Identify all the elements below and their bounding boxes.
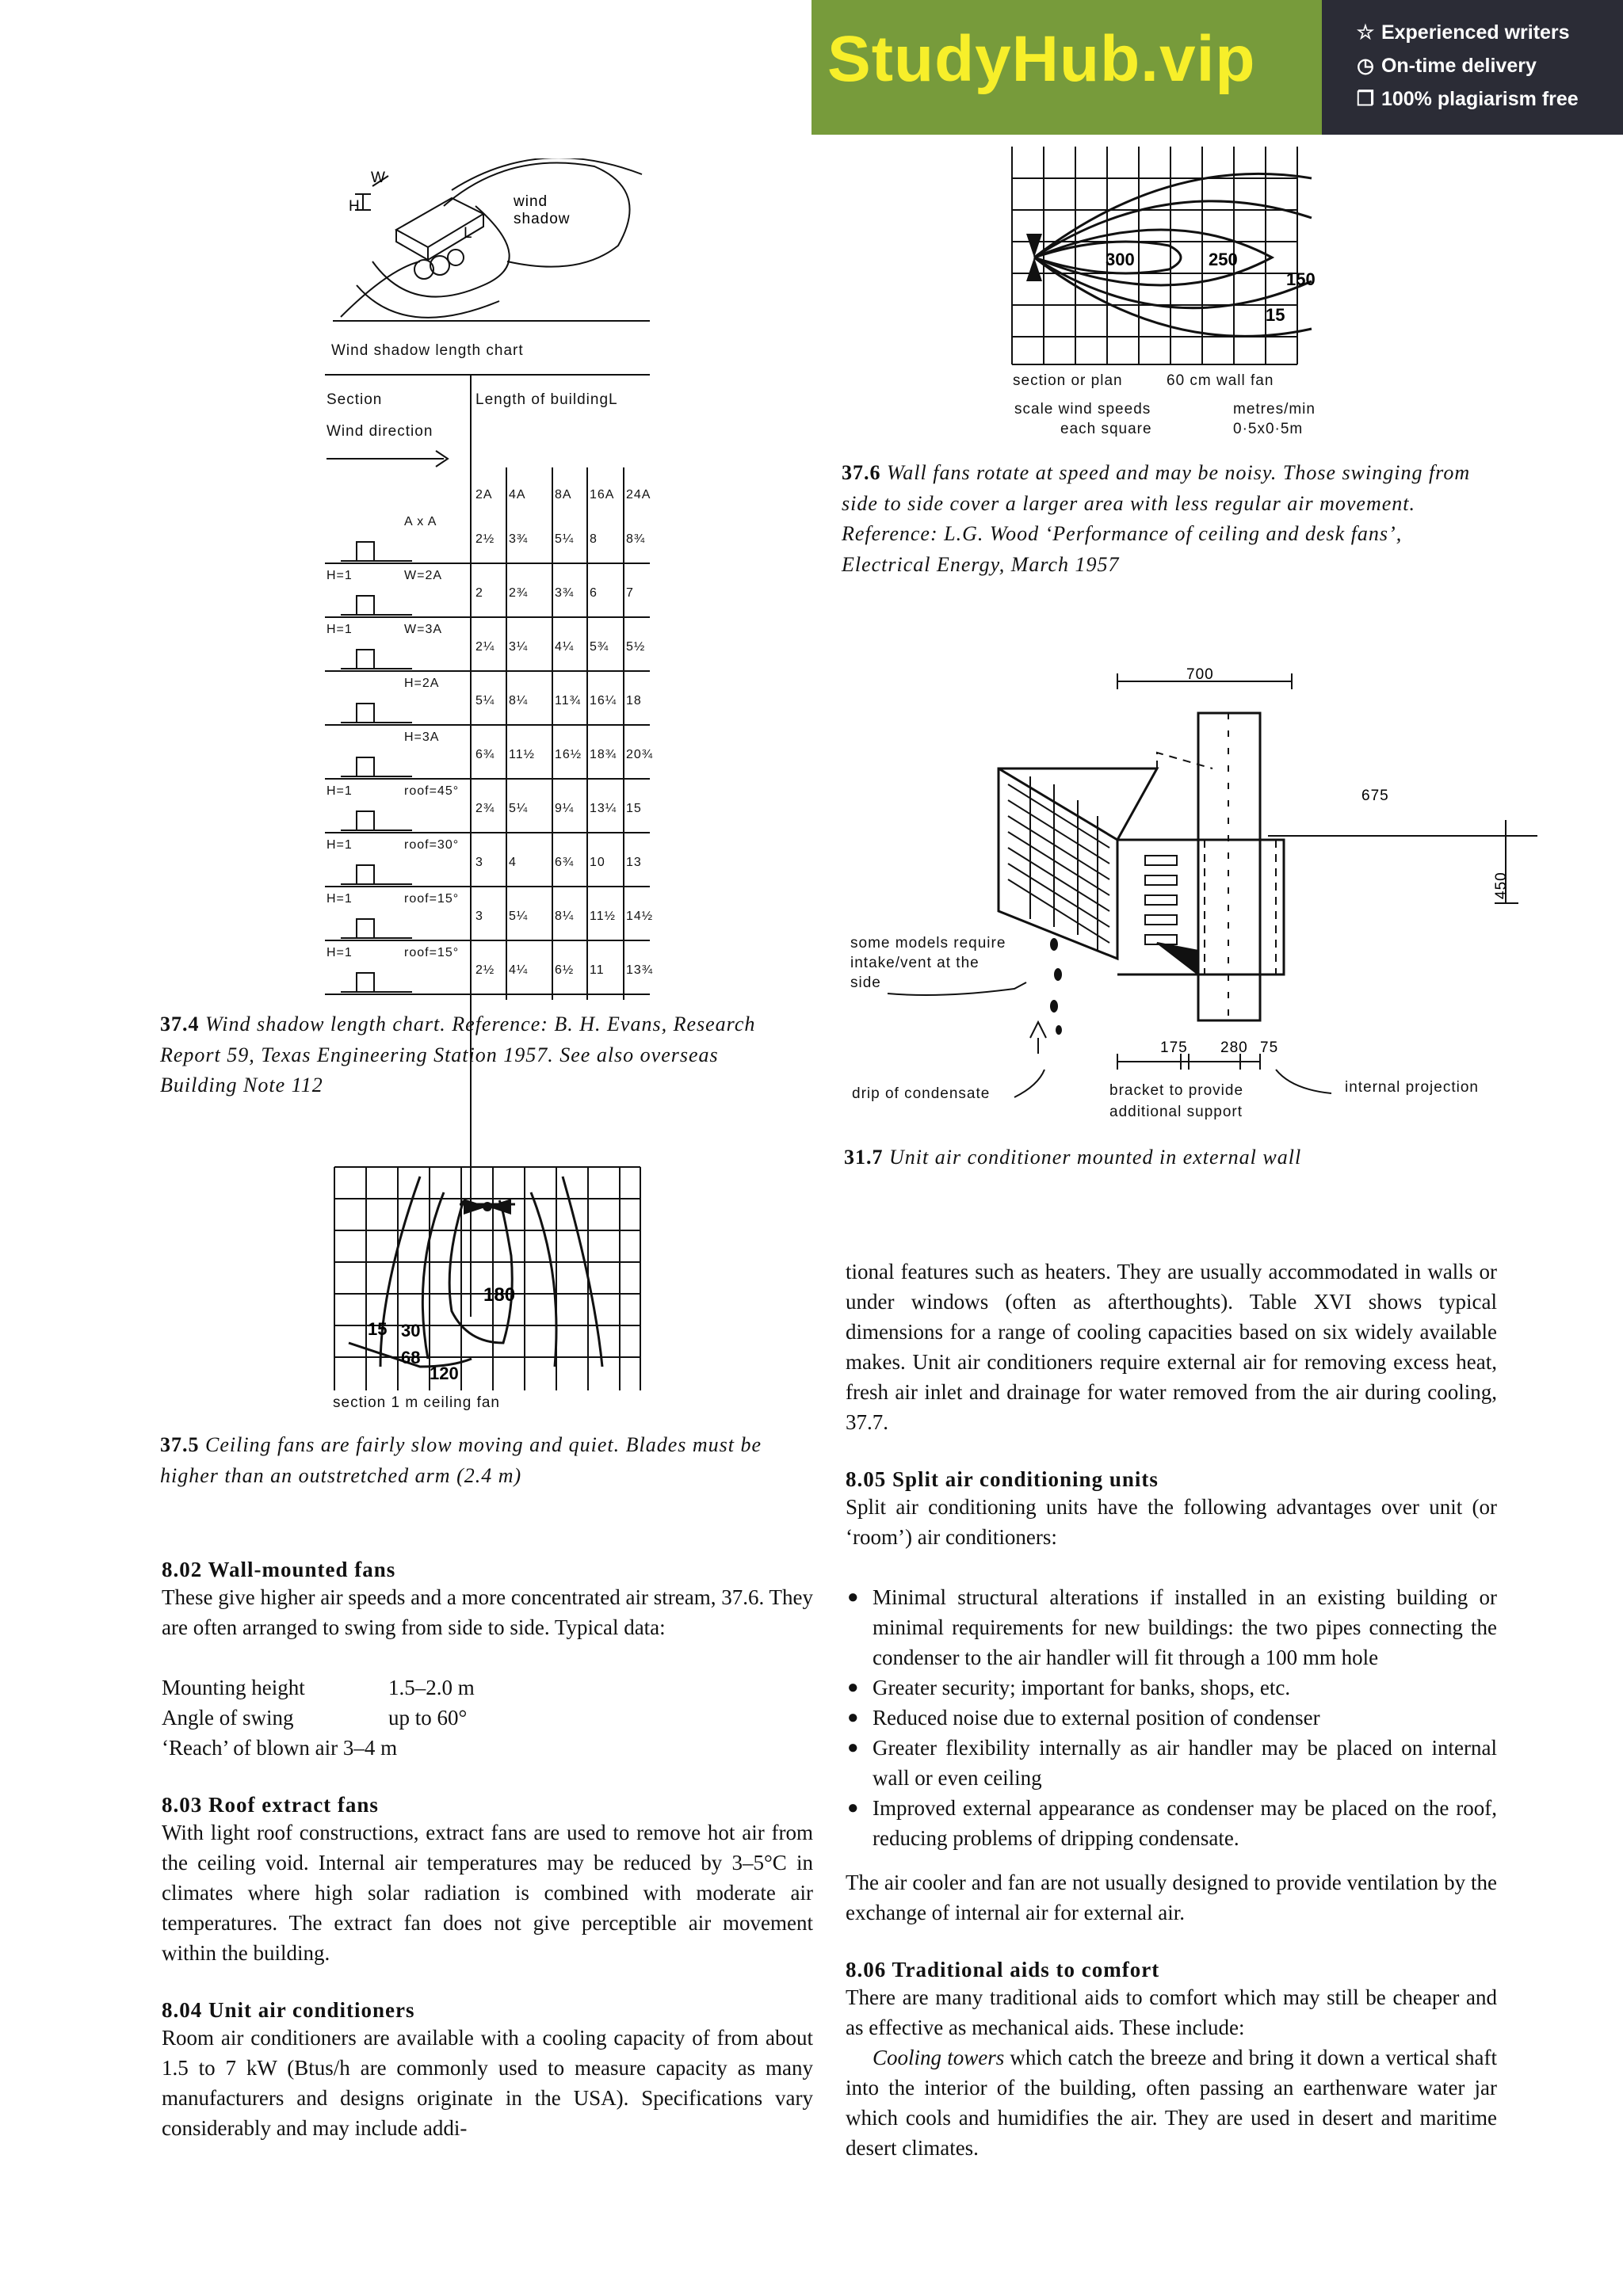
building-profile-icon [341,962,412,994]
column-divider [586,467,588,1000]
table-cell: 5¼ [509,910,529,923]
list-item: ● Greater security; important for banks, shops, etc. [846,1672,1497,1703]
list-item: ● Greater flexibility internally as air handler may be placed on internal wall or even ceiling [846,1733,1497,1793]
table-cell: 3 [475,910,483,923]
row-divider [325,616,650,618]
sketch-wind: wind [514,193,548,210]
dim-75: 75 [1260,1039,1279,1056]
table-cell: 16½ [555,748,582,761]
dim-450: 450 [1493,871,1510,899]
building-profile-icon [341,585,412,616]
column-divider [623,467,624,1000]
promo-banner[interactable] [812,0,1623,135]
row-divider [325,778,650,780]
data-row: Angle of swing up to 60° [162,1706,468,1730]
contour-15: 15 [368,1319,388,1339]
star-icon: ☆ [1356,21,1375,44]
row-shape-label: W=2A [404,569,443,582]
column-divider [552,467,553,1000]
table-cell: 3¼ [509,640,529,654]
table-cell: 3 [475,856,483,869]
contour-68: 68 [401,1348,421,1367]
table-cell: 2½ [475,963,495,977]
wall-fan-scale: scale wind speeds [1014,401,1151,418]
building-profile-icon [341,639,412,670]
table-cell: 6¾ [555,856,575,869]
table-cell: 2¾ [475,802,495,815]
air-conditioner-diagram [840,658,1585,1125]
column-header: 16A [590,488,615,502]
row-divider [325,940,650,941]
table-cell: 3¾ [555,586,575,600]
column-header: 24A [626,488,651,502]
table-cell: 11½ [509,748,535,761]
s804-heading: 8.04 Unit air conditioners [162,1998,415,2022]
contour-250: 250 [1209,250,1238,269]
row-height-label: H=1 [327,892,353,906]
typical-data [162,1672,813,1763]
wall-fan-diagram [1010,147,1327,368]
table-cell: 14½ [626,910,654,923]
table-cell: 5¼ [475,694,495,707]
banner-line-1: ☆ Experienced writers [1356,21,1570,44]
brand-logo[interactable]: StudyHub.vip [827,23,1256,95]
table-cell: 4¼ [509,963,529,977]
building-profile-icon [341,854,412,886]
wind-shadow-sketch [325,158,658,329]
column-header: 4A [509,488,526,502]
sketch-w: W [371,170,386,186]
row-shape-label: roof=15° [404,946,460,959]
wall-fan-size: 0·5x0·5m [1233,421,1304,437]
row-height-label: H=1 [327,838,353,852]
table-cell: 16¼ [590,694,617,707]
clock-icon: ◷ [1357,55,1374,77]
ceiling-fan-label: section 1 m ceiling fan [333,1394,500,1411]
table-cell: 15 [626,802,642,815]
row-shape-label: roof=15° [404,892,460,906]
table-cell: 18 [626,694,642,707]
advantages-list [846,1582,1497,1853]
right-column [846,1257,1497,2163]
s802-heading: 8.02 Wall-mounted fans [162,1558,396,1581]
column-divider [506,467,507,1000]
table-cell: 2¼ [475,640,495,654]
s803-text: With light roof constructions, extract fans are used to remove hot air from the ceiling void. Internal air temperatures may be reduced by 3–5°C in climates where high solar radiation is combined with moderate air temperatures. The extract fan does not give perceptible air movement within the building. [162,1821,813,1965]
left-column [162,1558,813,2143]
length-label: Length of buildingL [475,391,618,408]
table-cell: 11¾ [555,694,581,707]
data-row: ‘Reach’ of blown air 3–4 m [162,1736,398,1760]
contour-180: 180 [483,1284,516,1306]
table-cell: 5¾ [590,640,609,654]
building-profile-icon [341,692,412,724]
row-shape-label: A x A [404,515,437,528]
list-item: ● Improved external appearance as condenser may be placed on the roof, reducing problems of dripping condensate. [846,1793,1497,1853]
table-cell: 5¼ [509,802,529,815]
table-cell: 13 [626,856,642,869]
row-height-label: H=1 [327,946,353,959]
table-cell: 2½ [475,532,495,546]
table-cell: 2¾ [509,586,529,600]
row-divider [325,670,650,672]
table-cell: 13¼ [590,802,617,815]
row-divider [325,563,650,564]
building-profile-icon [341,746,412,778]
row-height-label: H=1 [327,784,353,798]
table-cell: 5¼ [555,532,575,546]
s806-text: There are many traditional aids to comfort which may still be cheaper and as effective as mechanical aids. These include: [846,1985,1497,2039]
table-cell: 5½ [626,640,646,654]
row-divider [325,724,650,726]
contour-300: 300 [1106,250,1135,269]
ceiling-fan-diagram [333,1161,642,1390]
copy-icon: ❐ [1356,88,1375,110]
row-shape-label: roof=30° [404,838,460,852]
fig317-caption: 31.7 Unit air conditioner mounted in external wall [844,1146,1302,1169]
table-cell: 10 [590,856,605,869]
list-item: ● Minimal structural alterations if installed in an existing building or minimal requirements for new buildings: the two pipes connecting the condenser to the air handler will fit through a 100 mm hole [846,1582,1497,1672]
sketch-shadow: shadow [514,211,571,227]
row-divider [325,832,650,833]
wall-fan-each: each square [1060,421,1152,437]
table-cell: 4 [509,856,517,869]
row-shape-label: H=3A [404,730,440,744]
row-height-label: H=1 [327,569,353,582]
fig376-caption: 37.6 Wall fans rotate at speed and may be noisy. Those swinging from side to side cover a larger area with less regular air movement. Reference: L.G. Wood ‘Performance of ceiling and desk fans’, Electrical Energy, March 1957 [842,461,1471,576]
contour-120: 120 [430,1363,459,1383]
wall-fan-type: 60 cm wall fan [1167,372,1274,389]
table-cell: 11½ [590,910,616,923]
row-height-label: H=1 [327,623,353,636]
dim-700: 700 [1186,666,1214,683]
banner-line-3: ❐ 100% plagiarism free [1356,88,1579,110]
contour-30: 30 [401,1321,421,1341]
data-row: Mounting height 1.5–2.0 m [162,1676,475,1699]
fig375-caption: 37.5 Ceiling fans are fairly slow moving and quiet. Blades must be higher than an outstretched arm (2.4 m) [160,1433,762,1487]
after-bullets-text: The air cooler and fan are not usually designed to provide ventilation by the exchange of internal air for external air. [846,1871,1497,1924]
s803-heading: 8.03 Roof extract fans [162,1793,379,1817]
building-profile-icon [341,531,412,563]
dim-675: 675 [1361,788,1389,804]
bracket-label: bracket to provide additional support [1109,1082,1244,1120]
building-profile-icon [341,800,412,832]
table-cell: 8¼ [555,910,575,923]
internal-projection-label: internal projection [1345,1079,1479,1096]
table-cell: 8¼ [509,694,529,707]
cooling-towers-text: Cooling towers which catch the breeze and bring it down a vertical shaft into the interior of the building, often passing an earthenware water jar which cools and humidifies the air. They are used in desert and maritime desert climates. [846,2046,1497,2160]
s806-heading: 8.06 Traditional aids to comfort [846,1958,1160,1981]
dim-280: 280 [1220,1039,1248,1056]
intake-note: some models require intake/vent at the side [850,935,1006,991]
s802-text: These give higher air speeds and a more concentrated air stream, 37.6. They are often arranged to swing from side to side. Typical data: [162,1585,813,1639]
table-cell: 2 [475,586,483,600]
sketch-h: H [349,198,361,215]
table-cell: 8¾ [626,532,646,546]
table-cell: 6½ [555,963,575,977]
dim-175: 175 [1160,1039,1188,1056]
fig374-caption: 37.4 Wind shadow length chart. Reference: B. H. Evans, Research Report 59, Texas Engineering Station 1957. See also overseas Building Note 112 [160,1013,756,1097]
s804-text: Room air conditioners are available with a cooling capacity of from about 1.5 to 7 kW (Btus/h are commonly used to measure capacity as many manufacturers and designs originate in the USA). Specifications vary considerably and may include addi- [162,2026,813,2140]
contour-150: 150 [1286,269,1316,289]
column-header: 2A [475,488,493,502]
s805-text: Split air conditioning units have the following advantages over unit (or ‘room’) air conditioners: [846,1495,1497,1549]
banner-line-2: ◷ On-time delivery [1355,54,1537,78]
wind-direction-label: Wind direction [327,423,433,440]
drip-label: drip of condensate [852,1085,991,1102]
wall-fan-units: metres/min [1233,401,1316,418]
row-shape-label: H=2A [404,677,440,690]
row-shape-label: roof=45° [404,784,460,798]
table-cell: 4¼ [555,640,575,654]
section-label: Section [327,391,383,408]
table-cell: 6 [590,586,598,600]
s805-heading: 8.05 Split air conditioning units [846,1467,1159,1491]
row-divider [325,886,650,887]
table-cell: 7 [626,586,634,600]
table-cell: 13¾ [626,963,654,977]
wind-chart-title: Wind shadow length chart [331,342,524,359]
table-cell: 18¾ [590,748,617,761]
table-cell: 11 [590,963,605,977]
wall-fan-section: section or plan [1013,372,1123,389]
table-cell: 3¾ [509,532,529,546]
brand-panel [812,0,1322,135]
wind-direction-arrow-icon [325,447,468,471]
sketch-l: L [464,225,473,242]
contour-15: 15 [1266,305,1285,325]
table-cell: 6¾ [475,748,495,761]
table-cell: 8 [590,532,598,546]
building-profile-icon [341,908,412,940]
unit-ac-continued: tional features such as heaters. They are usually accommodated in walls or under windows (often as afterthoughts). Table XVI shows typical dimensions for a range of cooling capacities based on six widely available makes. Unit air conditioners require external air for removing excess heat, fresh air inlet and drainage for water removed from the air during cooling, 37.7. [846,1260,1497,1434]
table-cell: 20¾ [626,748,654,761]
row-divider [325,994,650,995]
list-item: ● Reduced noise due to external position of condenser [846,1703,1497,1733]
column-header: 8A [555,488,572,502]
table-cell: 9¼ [555,802,575,815]
row-shape-label: W=3A [404,623,443,636]
